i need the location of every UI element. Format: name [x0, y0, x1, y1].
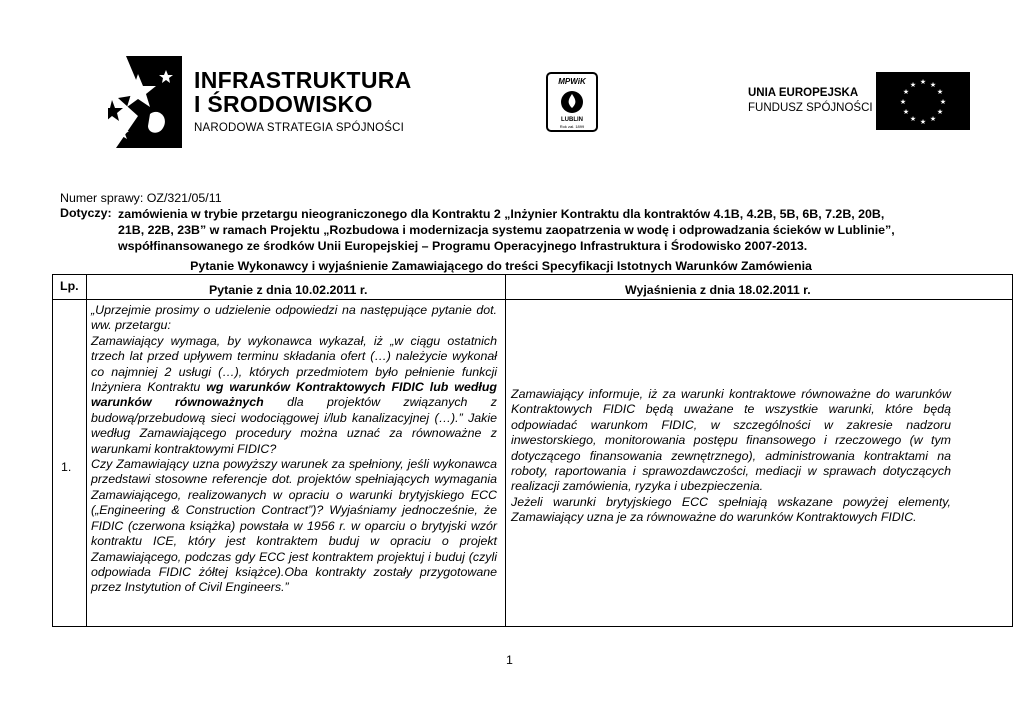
svg-text:★: ★ — [919, 78, 927, 86]
svg-text:★: ★ — [929, 81, 937, 89]
svg-text:★: ★ — [919, 118, 927, 126]
question-paragraph — [91, 334, 497, 457]
table-title: Pytanie Wykonawcy i wyjaśnienie Zamawiającego do treści Specyfikacji Istotnych Warunków Zamówienia — [190, 259, 812, 273]
infrastruktura-logo — [108, 56, 418, 148]
question-text: Zamawiający wymaga, by wykonawca wykazał, iż „w ciągu ostatnich trzech lat przed upływem terminu składania ofert (…) należycie wykonał co najmniej 2 usługi (…), których przedmiotem było pełnienie funkcji Inżyniera Kontraktu — [91, 333, 497, 395]
subject-line: zamówienia w trybie przetargu nieograniczonego dla Kontraktu 2 „Inżynier Kontraktu dla kontraktów 4.1B, 4.2B, 5B, 6B, 7.2B, 20B, — [118, 207, 885, 221]
answer-paragraph: Jeżeli warunki brytyjskiego ECC spełniają wskazane powyżej elementy, Zamawiający uzna je za równoważne do warunków Kontraktowych FIDIC. — [511, 494, 951, 525]
row-number: 1. — [61, 460, 72, 474]
svg-text:★: ★ — [939, 98, 947, 106]
column-header-answer: Wyjaśnienia z dnia 18.02.2011 r. — [625, 283, 811, 297]
column-header-question: Pytanie z dnia 10.02.2011 r. — [209, 283, 368, 297]
mpwik-lublin-logo — [546, 72, 598, 132]
svg-text:★: ★ — [902, 108, 910, 116]
question-paragraph: „Uprzejmie prosimy o udzielenie odpowiedzi na następujące pytanie dot. ww. przetargu: — [91, 303, 497, 333]
subject-label: Dotyczy: — [60, 206, 112, 220]
column-header-lp: Lp. — [60, 279, 79, 293]
svg-text:★: ★ — [909, 115, 917, 123]
question-text: dla projektów związanych z budową/przebudową sieci wodociągowej i/lub kanalizacyjnej (…).” Jakie według Zamawiającego procedury można uznać za równoważne z warunkami kontraktowymi FIDIC? — [91, 395, 498, 456]
svg-text:★: ★ — [902, 88, 910, 96]
eu-logo-line1: UNIA EUROPEJSKA — [748, 87, 859, 99]
eu-logo-line2: FUNDUSZ SPÓJNOŚCI — [748, 102, 873, 114]
table-divider — [86, 275, 87, 626]
answer-cell — [511, 387, 951, 526]
questions-table — [52, 274, 1013, 627]
svg-text:★: ★ — [909, 81, 917, 89]
subject-line: współfinansowanego ze środków Unii Europejskiej – Programu Operacyjnego Infrastruktura i Środowisko 2007-2013. — [118, 239, 808, 253]
svg-text:★: ★ — [936, 88, 944, 96]
mpwik-logo-small-text: Rok zał. 1899 — [559, 124, 585, 129]
question-paragraph: Czy Zamawiający uzna powyższy warunek za spełniony, jeśli wykonawca przedstawi stosowne referencje dot. projektów spełniających wymagania Zamawiającego, realizowanych w opraciu o warunki brytyjskiego ECC („Engineering & Construction Contract”)? Wyjaśniamy jednocześnie, że FIDIC (czerwona książka) powstała w 1956 r. w oparciu o brytyjski wzór kontraktu ICE, który jest kontraktem buduj w opraciu o projekt Zamawiającego, podczas gdy ECC jest kontraktem projektuj i buduj (czyli odpowiada FIDIC żółtej książce).Oba kontrakty zostały przygotowane przez Instytution of Civil Engineers.” — [91, 457, 497, 595]
mpwik-logo-top-text: MPWiK — [558, 77, 586, 86]
infrastruktura-logo-line2: I ŚRODOWISKO — [194, 91, 373, 117]
svg-text:★: ★ — [929, 115, 937, 123]
question-cell — [91, 303, 497, 596]
infrastruktura-star-emblem-icon — [108, 56, 182, 148]
answer-paragraph: Zamawiający informuje, iż za warunki kontraktowe równoważne do warunków Kontraktowych FIDIC będą uważane te wszystkie warunki, które będą odpowiadać warunkom FIDIC, w szczególności w zakresie nadzoru inwestorskiego, monitorowania postępu finansowego i rzeczowego (w tym dotyczącego finansowania zewnętrznego), administrowania kontraktami na roboty, raportowania i sprawozdawczości, mediacji w sprawach dotyczących realizacji zamówienia, ryzyka i ubezpieczenia. — [511, 387, 951, 494]
subject-text — [118, 206, 970, 254]
infrastruktura-logo-line1: INFRASTRUKTURA — [194, 67, 412, 93]
question-emphasis: wg warunków Kontraktowych FIDIC lub według warunków równoważnych — [91, 380, 497, 410]
page-number: 1 — [506, 653, 513, 667]
mpwik-logo-bottom-text: LUBLIN — [561, 117, 583, 123]
svg-text:★: ★ — [899, 98, 907, 106]
eu-flag-icon — [876, 72, 970, 130]
eu-cohesion-fund-logo — [748, 72, 970, 132]
table-divider — [505, 275, 506, 626]
svg-text:★: ★ — [936, 108, 944, 116]
table-divider — [53, 299, 1012, 300]
subject-line: 21B, 22B, 23B” w ramach Projektu „Rozbudowa i modernizacja systemu zaopatrzenia w wodę i odprowadzania ścieków w Lublinie”, — [118, 223, 895, 237]
case-number: Numer sprawy: OZ/321/05/11 — [60, 191, 222, 205]
infrastruktura-logo-line3: NARODOWA STRATEGIA SPÓJNOŚCI — [194, 122, 405, 134]
